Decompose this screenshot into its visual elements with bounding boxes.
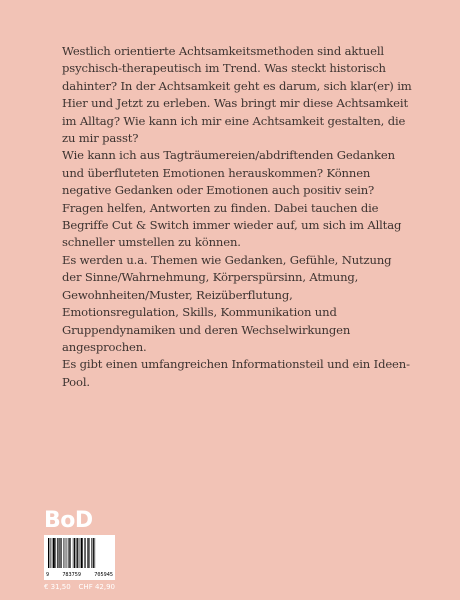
publisher-logo: BoD xyxy=(44,508,93,533)
isbn-digits-left: 783759 xyxy=(62,572,82,578)
price-chf: CHF 42,90 xyxy=(78,583,115,591)
isbn-digits-right: 705945 xyxy=(94,572,113,578)
isbn-barcode xyxy=(44,535,115,580)
barcode-bars xyxy=(48,538,111,568)
blurb-paragraph-2: Wie kann ich aus Tagträumereien/abdriftenden Gedanken und überfluteten Emotionen herauskommen? Können negative Gedanken oder Emotionen auch positiv sein? Fragen helfen, Antworten zu finden. Dabei tauchen die Begriffe Cut & Switch immer wieder auf, um sich im Alltag schneller umstellen zu können. xyxy=(62,148,402,250)
isbn-digit-prefix: 9 xyxy=(46,572,50,578)
blurb-paragraph-1: Westlich orientierte Achtsamkeitsmethoden sind aktuell psychisch-therapeutisch im Trend. Was steckt historisch dahinter? In der Achtsamkeit geht es darum, sich klar(er) im Hier und Jetzt zu erleben. Was bringt mir diese Achtsamkeit im Alltag? Wie kann ich mir eine Achtsamkeit gestalten, die zu mir passt? xyxy=(62,44,412,146)
back-cover-blurb xyxy=(62,43,412,391)
price-row xyxy=(44,583,115,592)
blurb-paragraph-3: Es werden u.a. Themen wie Gedanken, Gefühle, Nutzung der Sinne/Wahrnehmung, Körperspürsinn, Atmung, Gewohnheiten/Muster, Reizüberflutung, Emotionsregulation, Skills, Kommunikation und Gruppendynamiken und deren Wechselwirkungen angesprochen. xyxy=(62,252,392,354)
price-eur: € 31,50 xyxy=(44,583,71,591)
blurb-paragraph-4: Es gibt einen umfangreichen Informationsteil und ein Ideen-Pool. xyxy=(62,357,410,389)
isbn-number xyxy=(46,572,113,578)
